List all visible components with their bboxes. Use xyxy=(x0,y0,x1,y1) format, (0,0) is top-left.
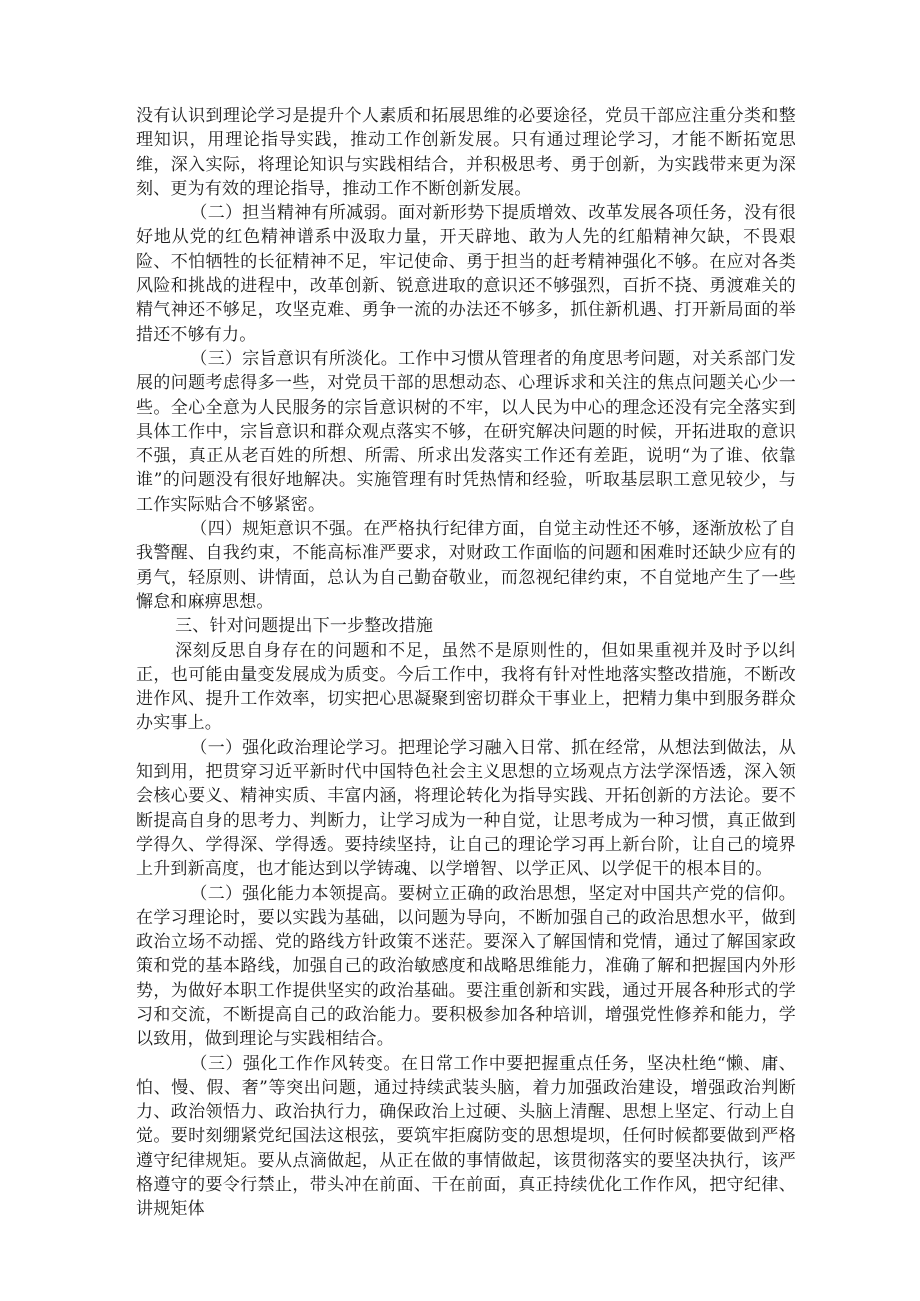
paragraph-theory-study: （一）强化政治理论学习。把理论学习融入日常、抓在经常，从想法到做法，从知到用，把贯穿习近平新时代中国特色社会主义思想的立场观点方法学深悟透，深入领会核心要义、精神实质、丰富内涵，将理论转化为指导实践、开拓创新的方法论。要不断提高自身的思考力、判断力，让学习成为一种自觉，让思考成为一种习惯，真正做到学得久、学得深、学得透。要持续坚持，让自己的理论学习再上新台阶，让自己的境界上升到新高度，也才能达到以学铸魂、以学增智、以学正风、以学促干的根本目的。 xyxy=(136,737,796,880)
paragraph-work-style: （三）强化工作作风转变。在日常工作中要把握重点任务，坚决杜绝“懒、庸、怕、慢、假、奢”等突出问题，通过持续武装头脑，着力加强政治建设，增强政治判断力、政治领悟力、政治执行力，确保政治上过硬、头脑上清醒、思想上坚定、行动上自觉。要时刻绷紧党纪国法这根弦，要筑牢拒腐防变的思想堤坝，任何时候都要做到严格遵守纪律规矩。要从点滴做起，从正在做的事情做起，该贯彻落实的要坚决执行，该严格遵守的要令行禁止，带头冲在前面、干在前面，真正持续优化工作作风，把守纪律、讲规矩体 xyxy=(136,1053,796,1220)
paragraph-rectification-intro: 深刻反思自身存在的问题和不足，虽然不是原则性的，但如果重视并及时予以纠正，也可能由量变发展成为质变。今后工作中，我将有针对性地落实整改措施，不断改进作风、提升工作效率，切实把心思凝聚到密切群众干事业上，把精力集中到服务群众办实事上。 xyxy=(136,640,796,734)
paragraph-purpose-awareness: （三）宗旨意识有所淡化。工作中习惯从管理者的角度思考问题，对关系部门发展的问题考虑得多一些，对党员干部的思想动态、心理诉求和关注的焦点问题关心少一些。全心全意为人民服务的宗旨意识树的不牢，以人民为中心的理念还没有完全落实到具体工作中，宗旨意识和群众观点落实不够，在研究解决问题的时候，开拓进取的意识不强，真正从老百姓的所想、所需、所求出发落实工作还有差距，说明“为了谁、依靠谁”的问题没有很好地解决。实施管理有时凭热情和经验，听取基层职工意见较少，与工作实际贴合不够紧密。 xyxy=(136,348,796,515)
paragraph-capability: （二）强化能力本领提高。要树立正确的政治思想，坚定对中国共产党的信仰。在学习理论时，要以实践为基础，以问题为导向，不断加强自己的政治思想水平，做到政治立场不动摇、党的路线方针政策不迷茫。要深入了解国情和党情，通过了解国家政策和党的基本路线，加强自己的政治敏感度和战略思维能力，准确了解和把握国内外形势，为做好本职工作提供坚实的政治基础。要注重创新和实践，通过开展各种形式的学习和交流，不断提高自己的政治能力。要积极参加各种培训，增强党性修养和能力，学以致用，做到理论与实践相结合。 xyxy=(136,883,796,1050)
document-page xyxy=(136,104,796,1222)
paragraph-rules-awareness: （四）规矩意识不强。在严格执行纪律方面，自觉主动性还不够，逐渐放松了自我警醒、自我约束，不能高标准严要求，对财政工作面临的问题和困难时还缺少应有的勇气，轻原则、讲情面，总认为自己勤奋敬业，而忽视纪律约束，不自觉地产生了一些懈怠和麻痹思想。 xyxy=(136,519,796,612)
paragraph-responsibility-spirit: （二）担当精神有所减弱。面对新形势下提质增效、改革发展各项任务，没有很好地从党的红色精神谱系中汲取力量，开天辟地、敢为人先的红船精神欠缺，不畏艰险、不怕牺牲的长征精神不足，牢记使命、勇于担当的赶考精神强化不够。在应对各类风险和挑战的进程中，改革创新、锐意进取的意识还不够强烈，百折不挠、勇渡难关的精气神还不够足，攻坚克难、勇争一流的办法还不够多，抓住新机遇、打开新局面的举措还不够有力。 xyxy=(136,203,796,345)
paragraph-learning-continuation: 没有认识到理论学习是提升个人素质和拓展思维的必要途径，党员干部应注重分类和整理知识，用理论指导实践，推动工作创新发展。只有通过理论学习，才能不断拓宽思维，深入实际，将理论知识与实践相结合，并积极思考、勇于创新，为实践带来更为深刻、更为有效的理论指导，推动工作不断创新发展。 xyxy=(136,106,796,199)
section-heading-rectification: 三、针对问题提出下一步整改措施 xyxy=(175,616,434,637)
